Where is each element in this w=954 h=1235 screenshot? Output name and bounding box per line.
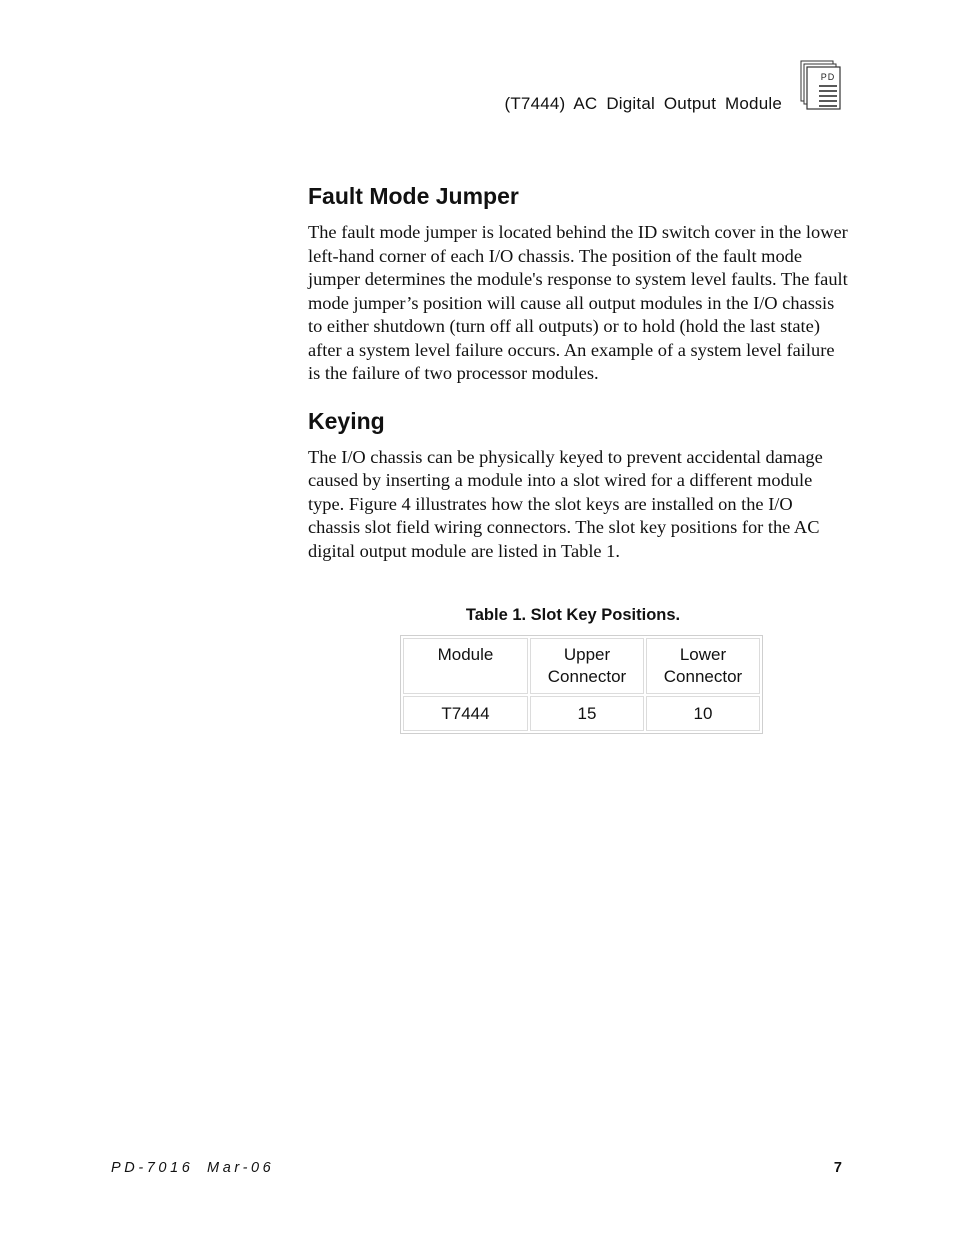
cell-lower-connector: 10 bbox=[646, 696, 760, 731]
footer-doc-id: PD-7016 Mar-06 bbox=[111, 1160, 275, 1176]
pd-document-icon bbox=[799, 59, 843, 111]
cell-module: T7444 bbox=[403, 696, 528, 731]
section-heading-fault-mode-jumper: Fault Mode Jumper bbox=[308, 183, 519, 209]
header-upper-connector: Upper Connector bbox=[530, 638, 644, 694]
fault-mode-jumper-section bbox=[308, 180, 848, 386]
slot-key-positions-table bbox=[400, 635, 763, 734]
keying-section bbox=[308, 405, 848, 564]
footer-page-number: 7 bbox=[833, 1160, 842, 1176]
header-lower-connector: Lower Connector bbox=[646, 638, 760, 694]
table-header-row bbox=[403, 638, 760, 694]
table-caption: Table 1. Slot Key Positions. bbox=[465, 606, 681, 624]
paragraph-fault-mode-jumper: The fault mode jumper is located behind the ID switch cover in the lower left-hand corner of each I/O chassis. The position of the fault mode jumper determines the module's response to system level faults. The fault mode jumper’s position will cause all output modules in the I/O chassis to either shutdown (turn off all outputs) or to hold (hold the last state) after a system level failure occurs. An example of a system level failure is the failure of two processor modules. bbox=[308, 222, 848, 383]
section-heading-keying: Keying bbox=[308, 407, 385, 434]
cell-upper-connector: 15 bbox=[530, 696, 644, 731]
icon-label: PD bbox=[820, 72, 836, 82]
running-header-title: (T7444) AC Digital Output Module bbox=[504, 94, 782, 113]
table-row bbox=[403, 696, 760, 731]
header-module: Module bbox=[403, 638, 528, 694]
main-content bbox=[308, 180, 848, 734]
paragraph-keying: The I/O chassis can be physically keyed to prevent accidental damage caused by inserting a module into a slot wired for a different module type. Figure 4 illustrates how the slot keys are installed on the I/O chassis slot field wiring connectors. The slot key positions for the AC digital output module are listed in Table 1. bbox=[308, 446, 823, 561]
